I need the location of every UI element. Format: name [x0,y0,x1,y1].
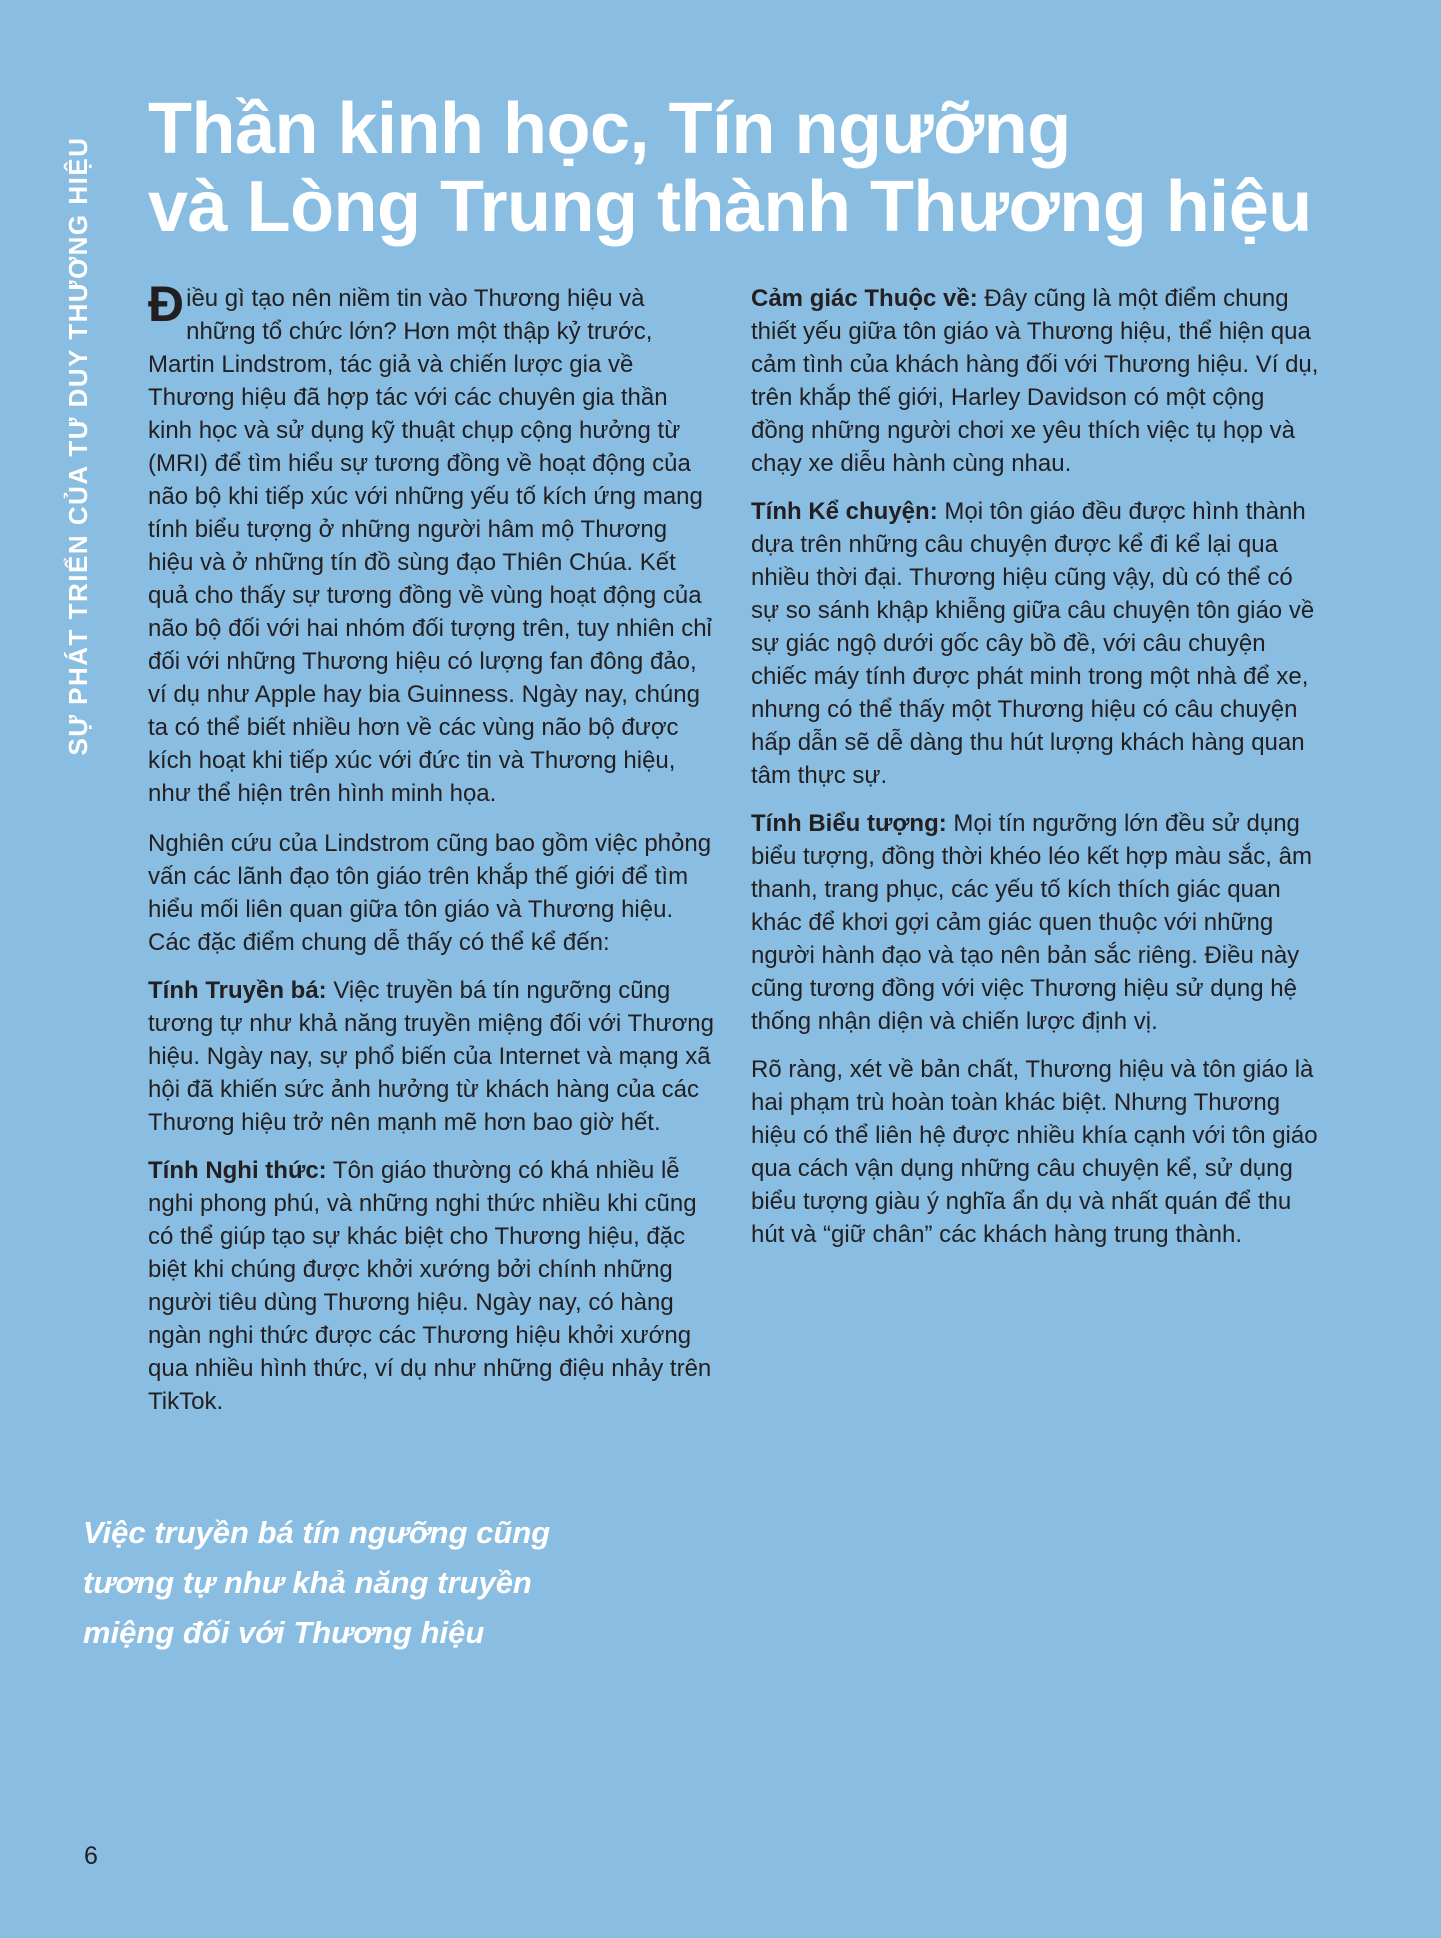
paragraph-lead: Tính Nghi thức: [148,1157,327,1184]
right-column [751,282,1321,1266]
paragraph-text: Việc truyền bá tín ngưỡng cũng tương tự như khả năng truyền miệng đối với Thương hiệu. Ngày nay, sự phổ biến của Internet và mạng xã hội đã khiến sức ảnh hưởng từ khách hàng của các Thương hiệu trở nên mạnh mẽ hơn bao giờ hết. [148,977,715,1136]
page-number: 6 [84,1842,98,1870]
paragraph-research: Nghiên cứu của Lindstrom cũng bao gồm việc phỏng vấn các lãnh đạo tôn giáo trên khắp thế giới để tìm hiểu mối liên quan giữa tôn giáo và Thương hiệu. Các đặc điểm chung dễ thấy có thể kể đến: [148,830,712,956]
section-side-label: SỰ PHÁT TRIỂN CỦA TƯ DUY THƯƠNG HIỆU [62,136,93,756]
left-column [148,276,718,1433]
title-line-1: Thần kinh học, Tín ngưỡng [148,89,1071,169]
intro-text: iều gì tạo nên niềm tin vào Thương hiệu và những tổ chức lớn? Hơn một thập kỷ trước, Martin Lindstrom, tác giả và chiến lược gia về Thương hiệu đã hợp tác với các chuyên gia thần kinh học và sử dụng kỹ thuật chụp cộng hưởng từ (MRI) để tìm hiểu sự tương đồng về hoạt động của não bộ khi tiếp xúc với những yếu tố kích ứng mang tính biểu tượng ở những người hâm mộ Thương hiệu và ở những tín đồ sùng đạo Thiên Chúa. Kết quả cho thấy sự tương đồng về vùng hoạt động của não bộ đối với hai nhóm đối tượng trên, tuy nhiên chỉ đối với những Thương hiệu có lượng fan đông đảo, ví dụ như Apple hay bia Guinness. Ngày nay, chúng ta có thể biết nhiều hơn về các vùng não bộ được kích hoạt khi tiếp xúc với đức tin và Thương hiệu, như thể hiện trên hình minh họa. [148,285,712,807]
paragraph-lead: Tính Biểu tượng: [751,810,947,837]
paragraph-text: Tôn giáo thường có khá nhiều lễ nghi phong phú, và những nghi thức nhiều khi cũng có thể giúp tạo sự khác biệt cho Thương hiệu, đặc biệt khi chúng được khởi xướng bởi chính những người tiêu dùng Thương hiệu. Ngày nay, có hàng ngàn nghi thức được các Thương hiệu khởi xướng qua nhiều hình thức, ví dụ như những điệu nhảy trên TikTok. [148,1157,712,1415]
page-title [148,90,1408,246]
intro-paragraph [148,276,718,810]
paragraph-text: Mọi tín ngưỡng lớn đều sử dụng biểu tượng, đồng thời khéo léo kết hợp màu sắc, âm thanh, trang phục, các yếu tố kích thích giác quan khác để khơi gợi cảm giác quen thuộc với những người hành đạo và tạo nên bản sắc riêng. Điều này cũng tương đồng với việc Thương hiệu sử dụng hệ thống nhận diện và chiến lược định vị. [751,810,1312,1035]
paragraph-lead: Tính Kể chuyện: [751,498,938,525]
paragraph-storytelling [751,495,1321,792]
paragraph-propagation [148,974,718,1139]
paragraph-symbolism [751,807,1321,1038]
paragraph-text: Mọi tôn giáo đều được hình thành dựa trên những câu chuyện được kể đi kể lại qua nhiều thời đại. Thương hiệu cũng vậy, dù có thể có sự so sánh khập khiễng giữa câu chuyện tôn giáo về sự giác ngộ dưới gốc cây bồ đề, với câu chuyện chiếc máy tính được phát minh trong một nhà để xe, nhưng có thể thấy một Thương hiệu có câu chuyện hấp dẫn sẽ dễ dàng thu hút lượng khách hàng quan tâm thực sự. [751,498,1315,789]
title-line-2: và Lòng Trung thành Thương hiệu [148,167,1312,247]
paragraph-conclusion: Rõ ràng, xét về bản chất, Thương hiệu và tôn giáo là hai phạm trù hoàn toàn khác biệt. Nhưng Thương hiệu có thể liên hệ được nhiều khía cạnh với tôn giáo qua cách vận dụng những câu chuyện kể, sử dụng biểu tượng giàu ý nghĩa ẩn dụ và nhất quán để thu hút và “giữ chân” các khách hàng trung thành. [751,1056,1318,1248]
paragraph-lead: Cảm giác Thuộc về: [751,285,978,312]
paragraph-belonging [751,282,1321,480]
drop-cap: Đ [148,276,185,332]
paragraph-text: Đây cũng là một điểm chung thiết yếu giữa tôn giáo và Thương hiệu, thể hiện qua cảm tình của khách hàng đối với Thương hiệu. Ví dụ, trên khắp thế giới, Harley Davidson có một cộng đồng những người chơi xe yêu thích việc tụ họp và chạy xe diễu hành cùng nhau. [751,285,1319,477]
paragraph-lead: Tính Truyền bá: [148,977,327,1004]
pull-quote: Việc truyền bá tín ngưỡng cũng tương tự như khả năng truyền miệng đối với Thương hiệu [83,1515,551,1650]
paragraph-ritual [148,1154,718,1418]
